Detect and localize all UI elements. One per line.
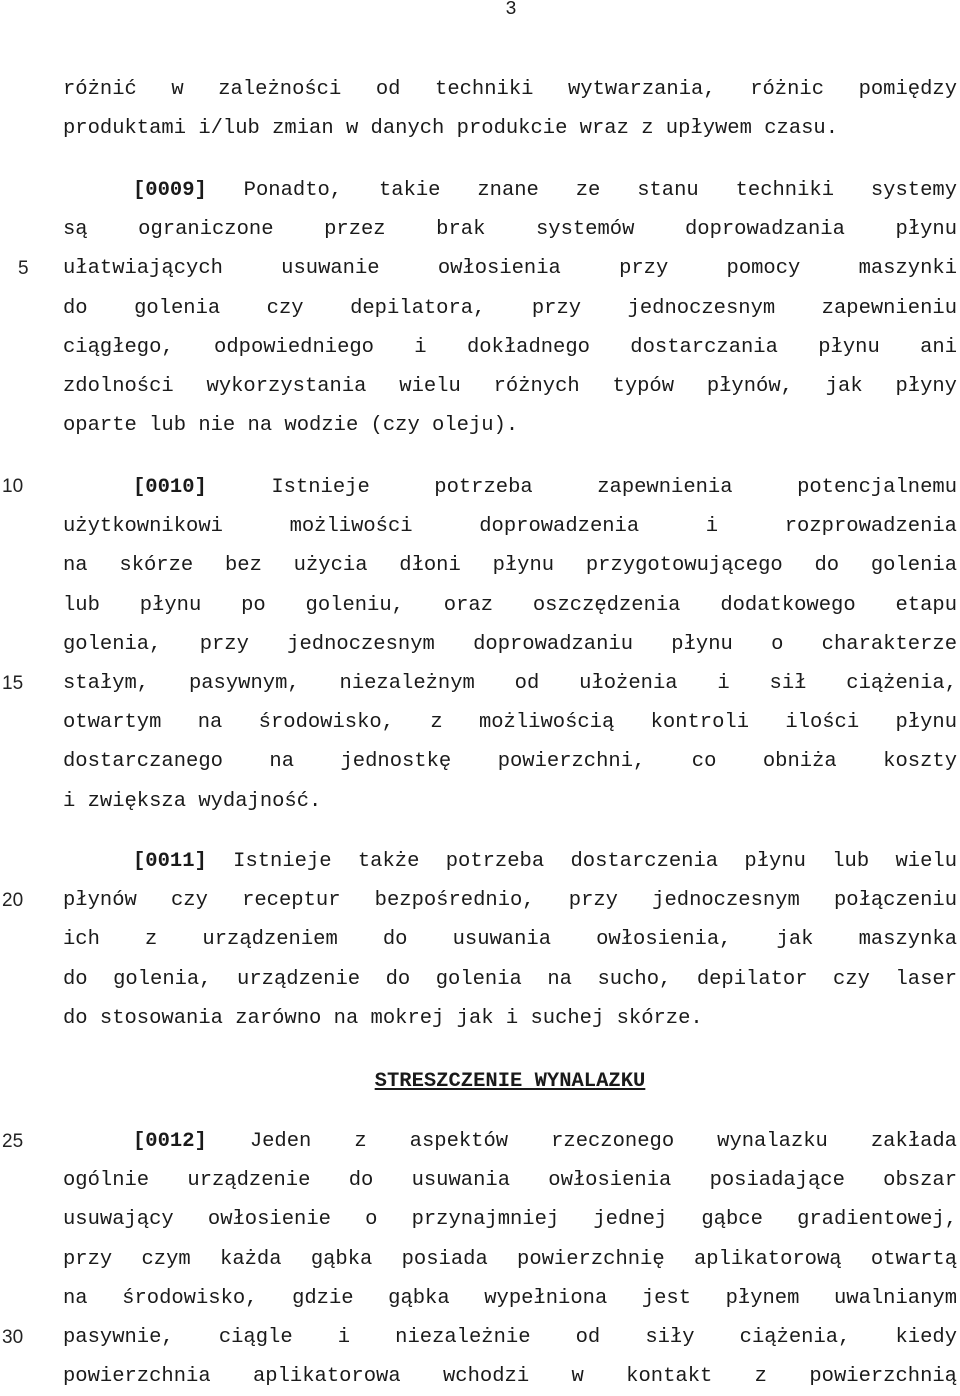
paragraph-number: [0009] [133,179,207,202]
text-line: powierzchnia aplikatorowa wchodzi w kontakt z powierzchnią [63,1365,957,1389]
page-number: 3 [505,0,517,20]
paragraph-number: [0012] [133,1130,207,1153]
text-line: otwartym na środowisko, z możliwością kontroli ilości płynu [63,711,957,735]
text-line: płynów czy receptur bezpośrednio, przy jednoczesnym połączeniu [63,889,957,913]
line-number: 20 [2,890,24,911]
text-line: lub płynu po goleniu, oraz oszczędzenia dodatkowego etapu [63,593,957,617]
line-number: 5 [18,258,29,279]
paragraph-0012 [63,1122,957,1396]
text-line: do golenia, urządzenie do golenia na sucho, depilator czy laser [63,967,957,991]
paragraph-0010 [63,468,957,821]
text-line: zdolności wykorzystania wielu różnych typów płynów, jak płyny [63,374,957,398]
text-line: dostarczanego na jednostkę powierzchni, co obniża koszty [63,750,957,774]
paragraph-0011 [63,842,957,1038]
text-line: golenia, przy jednoczesnym doprowadzaniu płynu o charakterze [63,632,957,656]
text-line: przy czym każda gąbka posiada powierzchnię aplikatorową otwartą [63,1247,957,1271]
text-line: usuwający owłosienie o przynajmniej jednej gąbce gradientowej, [63,1208,957,1232]
text-line: są ograniczone przez brak systemów doprowadzania płynu [63,218,957,242]
line-number: 30 [2,1327,24,1348]
text-line: różnić w zależności od techniki wytwarzania, różnic pomiędzy [63,78,957,101]
text-line: pasywnie, ciągle i niezależnie od siły ciążenia, kiedy [63,1325,957,1349]
text-line: oparte lub nie na wodzie (czy oleju). [63,414,519,438]
paragraph-0009 [63,171,957,445]
text-line: produktami i/lub zmian w danych produkcie wraz z upływem czasu. [63,117,839,141]
text-line: Istnieje także potrzeba dostarczenia płynu lub wielu [206,850,957,873]
text-line: ciągłego, odpowiedniego i dokładnego dostarczania płynu ani [63,335,957,359]
text-line: ułatwiających usuwanie owłosienia przy pomocy maszynki [63,257,957,281]
line-number: 15 [2,673,24,694]
paragraph-number: [0010] [133,476,207,499]
paragraph-number: [0011] [133,850,207,873]
text-line: Istnieje potrzeba zapewnienia potencjalnemu [206,476,957,499]
text-line: Jeden z aspektów rzeczonego wynalazku zakłada [206,1130,957,1153]
text-line: Ponadto, takie znane ze stanu techniki systemy [206,179,957,202]
section-heading: STRESZCZENIE WYNALAZKU [374,1070,646,1093]
text-line: i zwiększa wydajność. [63,789,322,813]
text-line: na skórze bez użycia dłoni płynu przygotowującego do golenia [63,554,957,578]
text-line: stałym, pasywnym, niezależnym od ułożenia i sił ciążenia, [63,671,957,695]
line-number: 10 [2,476,24,497]
text-line: do golenia czy depilatora, przy jednoczesnym zapewnieniu [63,296,957,320]
text-line: na środowisko, gdzie gąbka wypełniona jest płynem uwalnianym [63,1286,957,1310]
line-number: 25 [2,1131,24,1152]
text-line: użytkownikowi możliwości doprowadzenia i rozprowadzenia [63,515,957,539]
text-line: ich z urządzeniem do usuwania owłosienia, jak maszynka [63,928,957,952]
text-line: do stosowania zarówno na mokrej jak i suchej skórze. [63,1006,703,1030]
paragraph-continuation [63,70,957,148]
text-line: ogólnie urządzenie do usuwania owłosienia posiadające obszar [63,1169,957,1193]
